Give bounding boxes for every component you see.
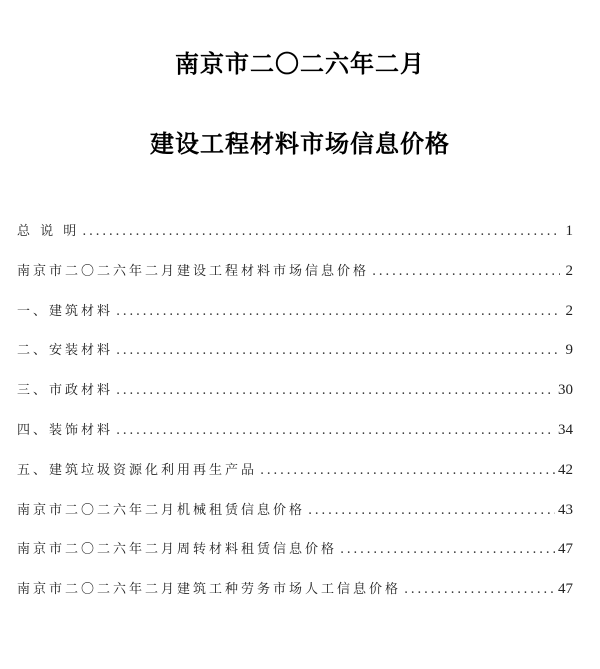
toc-entry-general-notes[interactable] [17, 220, 573, 260]
toc-entry-label: 二、安装材料 [17, 343, 114, 359]
table-of-contents [17, 220, 573, 618]
toc-entry-label: 南京市二〇二六年二月建筑工种劳务市场人工信息价格 [17, 582, 402, 598]
toc-entry-page-number: 2 [565, 262, 573, 279]
toc-entry-label: 南京市二〇二六年二月建设工程材料市场信息价格 [17, 263, 370, 279]
toc-entry-label: 南京市二〇二六年二月机械租赁信息价格 [17, 502, 306, 518]
toc-entry-building-materials[interactable] [17, 300, 573, 340]
toc-entry-recycled-products[interactable] [17, 459, 573, 499]
toc-entry-page-number: 47 [558, 581, 573, 598]
toc-entry-page-number: 43 [558, 501, 573, 518]
toc-entry-page-number: 2 [565, 302, 573, 319]
toc-dot-leader [260, 463, 555, 478]
toc-entry-label: 五、建筑垃圾资源化利用再生产品 [17, 462, 258, 478]
toc-dot-leader [340, 542, 555, 557]
toc-dot-leader [116, 383, 555, 398]
toc-entry-turnover-materials-rental[interactable] [17, 538, 573, 578]
toc-entry-page-number: 30 [558, 382, 573, 399]
toc-dot-leader [116, 423, 555, 438]
toc-entry-page-number: 9 [565, 342, 573, 359]
toc-entry-municipal-materials[interactable] [17, 379, 573, 419]
document-title-line2: 建设工程材料市场信息价格 [150, 130, 450, 158]
toc-entry-label: 四、装饰材料 [17, 422, 114, 438]
toc-entry-page-number: 47 [558, 541, 573, 558]
toc-entry-page-number: 34 [558, 421, 573, 438]
toc-dot-leader [404, 582, 555, 597]
toc-entry-material-prices[interactable] [17, 260, 573, 300]
toc-entry-decoration-materials[interactable] [17, 419, 573, 459]
toc-dot-leader [372, 264, 560, 279]
document-title-line1: 南京市二〇二六年二月 [175, 50, 425, 78]
toc-entry-machinery-rental[interactable] [17, 499, 573, 539]
toc-dot-leader [116, 304, 560, 319]
toc-entry-installation-materials[interactable] [17, 339, 573, 379]
toc-dot-leader [308, 503, 555, 518]
toc-entry-label: 一、建筑材料 [17, 303, 114, 319]
toc-entry-label: 南京市二〇二六年二月周转材料租赁信息价格 [17, 542, 338, 558]
toc-dot-leader [116, 343, 560, 358]
toc-entry-label: 总 说 明 [17, 224, 80, 239]
toc-entry-page-number: 42 [558, 461, 573, 478]
toc-dot-leader [82, 224, 560, 239]
toc-entry-page-number: 1 [565, 223, 573, 239]
toc-entry-labor-prices[interactable] [17, 578, 573, 618]
toc-entry-label: 三、市政材料 [17, 383, 114, 399]
